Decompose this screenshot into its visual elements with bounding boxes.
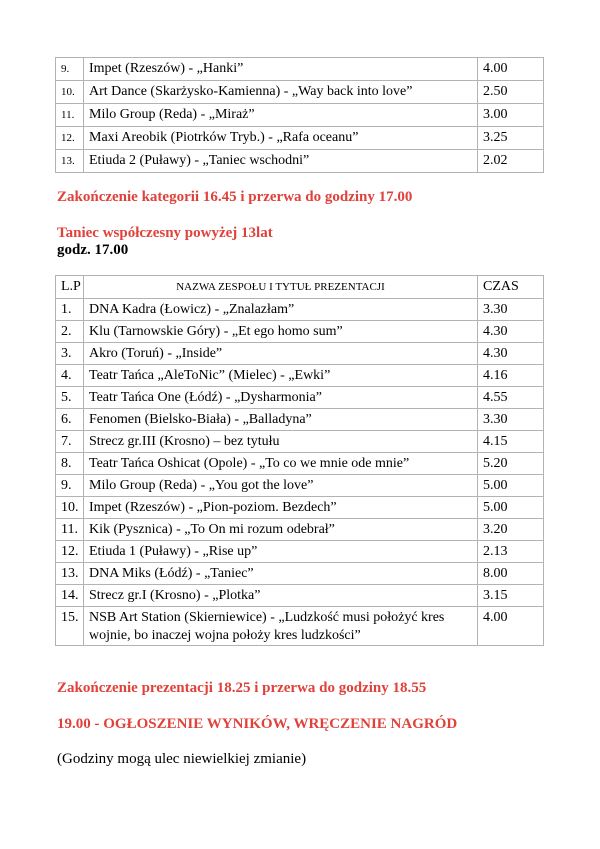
table-row	[56, 387, 544, 409]
row-time: 4.00	[478, 607, 544, 646]
row-time: 2.02	[478, 150, 544, 173]
table-row	[56, 475, 544, 497]
row-time: 4.55	[478, 387, 544, 409]
row-name: Etiuda 1 (Puławy) - „Rise up”	[84, 541, 478, 563]
row-time: 5.00	[478, 475, 544, 497]
row-name: Fenomen (Bielsko-Biała) - „Balladyna”	[84, 409, 478, 431]
table-row	[56, 299, 544, 321]
table-row	[56, 541, 544, 563]
row-name: Strecz gr.I (Krosno) - „Plotka”	[84, 585, 478, 607]
row-name: Milo Group (Reda) - „Miraż”	[84, 104, 478, 127]
row-name: Etiuda 2 (Puławy) - „Taniec wschodni”	[84, 150, 478, 173]
row-time: 2.50	[478, 81, 544, 104]
header-time: CZAS	[478, 276, 544, 299]
row-name: Akro (Toruń) - „Inside”	[84, 343, 478, 365]
row-name: Kik (Pysznica) - „To On mi rozum odebrał”	[84, 519, 478, 541]
row-time: 5.20	[478, 453, 544, 475]
row-time: 4.30	[478, 321, 544, 343]
table-row	[56, 58, 544, 81]
section-time: godz. 17.00	[57, 242, 129, 258]
row-name: NSB Art Station (Skierniewice) - „Ludzkość musi położyć kres wojnie, bo inaczej wojna położy kres ludzkości”	[84, 607, 478, 646]
schedule-disclaimer: (Godziny mogą ulec niewielkiej zmianie)	[57, 751, 307, 767]
row-time: 3.30	[478, 409, 544, 431]
row-number: 12.	[56, 541, 84, 563]
row-time: 3.15	[478, 585, 544, 607]
row-name: Teatr Tańca One (Łódź) - „Dysharmonia”	[84, 387, 478, 409]
row-number: 11.	[56, 104, 84, 127]
row-number: 2.	[56, 321, 84, 343]
table-row	[56, 365, 544, 387]
row-name: Milo Group (Reda) - „You got the love”	[84, 475, 478, 497]
table-row	[56, 409, 544, 431]
row-number: 4.	[56, 365, 84, 387]
row-name: Maxi Areobik (Piotrków Tryb.) - „Rafa oceanu”	[84, 127, 478, 150]
table-row	[56, 127, 544, 150]
row-time: 3.30	[478, 299, 544, 321]
row-number: 13.	[56, 563, 84, 585]
table-row	[56, 150, 544, 173]
row-name: Impet (Rzeszów) - „Pion-poziom. Bezdech”	[84, 497, 478, 519]
row-number: 14.	[56, 585, 84, 607]
table-row	[56, 563, 544, 585]
row-number: 10.	[56, 497, 84, 519]
presentation-end-notice: Zakończenie prezentacji 18.25 i przerwa do godziny 18.55	[57, 680, 427, 696]
row-name: Art Dance (Skarżysko-Kamienna) - „Way back into love”	[84, 81, 478, 104]
table-row	[56, 607, 544, 646]
table-row	[56, 104, 544, 127]
row-name: Strecz gr.III (Krosno) – bez tytułu	[84, 431, 478, 453]
row-time: 4.30	[478, 343, 544, 365]
awards-announcement: 19.00 - OGŁOSZENIE WYNIKÓW, WRĘCZENIE NAGRÓD	[57, 716, 458, 732]
row-number: 13.	[56, 150, 84, 173]
row-number: 6.	[56, 409, 84, 431]
row-time: 4.00	[478, 58, 544, 81]
table-row	[56, 519, 544, 541]
schedule-table-modern-dance	[55, 275, 544, 646]
row-time: 3.00	[478, 104, 544, 127]
row-number: 12.	[56, 127, 84, 150]
table-row	[56, 497, 544, 519]
schedule-table-previous-category	[55, 57, 544, 173]
row-number: 1.	[56, 299, 84, 321]
row-number: 7.	[56, 431, 84, 453]
row-name: Klu (Tarnowskie Góry) - „Et ego homo sum”	[84, 321, 478, 343]
row-time: 3.20	[478, 519, 544, 541]
category-end-notice: Zakończenie kategorii 16.45 i przerwa do godziny 17.00	[57, 189, 413, 205]
row-number: 5.	[56, 387, 84, 409]
row-time: 8.00	[478, 563, 544, 585]
section-title: Taniec współczesny powyżej 13lat	[57, 225, 273, 241]
row-name: DNA Kadra (Łowicz) - „Znalazłam”	[84, 299, 478, 321]
row-number: 8.	[56, 453, 84, 475]
row-time: 5.00	[478, 497, 544, 519]
table-row	[56, 81, 544, 104]
row-name: Impet (Rzeszów) - „Hanki”	[84, 58, 478, 81]
table-row	[56, 343, 544, 365]
row-number: 11.	[56, 519, 84, 541]
row-time: 2.13	[478, 541, 544, 563]
table-row	[56, 321, 544, 343]
row-number: 3.	[56, 343, 84, 365]
table-row	[56, 453, 544, 475]
row-time: 4.16	[478, 365, 544, 387]
table-row	[56, 431, 544, 453]
header-number: L.P	[56, 276, 84, 299]
header-name: NAZWA ZESPOŁU I TYTUŁ PREZENTACJI	[84, 276, 478, 299]
row-number: 9.	[56, 58, 84, 81]
row-time: 3.25	[478, 127, 544, 150]
row-time: 4.15	[478, 431, 544, 453]
row-number: 15.	[56, 607, 84, 646]
row-name: DNA Miks (Łódź) - „Taniec”	[84, 563, 478, 585]
row-number: 9.	[56, 475, 84, 497]
table-header-row	[56, 276, 544, 299]
row-name: Teatr Tańca „AleToNic” (Mielec) - „Ewki”	[84, 365, 478, 387]
row-number: 10.	[56, 81, 84, 104]
table-row	[56, 585, 544, 607]
row-name: Teatr Tańca Oshicat (Opole) - „To co we mnie ode mnie”	[84, 453, 478, 475]
